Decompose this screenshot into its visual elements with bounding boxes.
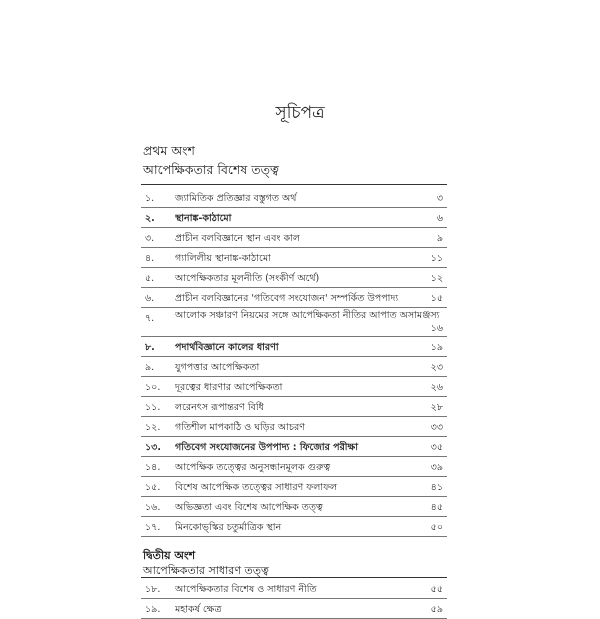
toc-row[interactable] bbox=[141, 417, 447, 437]
toc-number: ১৯. bbox=[145, 604, 161, 615]
toc-number: ৮. bbox=[145, 342, 155, 353]
toc-label: লরেনৎস রূপান্তরণ বিধি bbox=[175, 402, 264, 413]
toc-page: ৫৫ bbox=[430, 584, 443, 595]
toc-label: গতিশীল মাপকাঠি ও ঘড়ির আচরণ bbox=[175, 422, 306, 433]
toc-row[interactable] bbox=[141, 599, 447, 619]
toc-page: ৫৯ bbox=[430, 604, 443, 615]
toc-page: ৩ bbox=[436, 193, 443, 204]
toc-number: ৩. bbox=[145, 233, 155, 244]
part2-rule bbox=[141, 577, 447, 578]
toc-row[interactable] bbox=[141, 308, 447, 337]
toc-label: প্রাচীন বলবিজ্ঞানে স্থান এবং কাল bbox=[175, 233, 300, 244]
toc-page: ১৬ bbox=[430, 323, 443, 334]
toc-label: আপেক্ষিকতার মূলনীতি (সংকীর্ণ অর্থে) bbox=[175, 273, 320, 284]
toc-label: যুগপত্তার আপেক্ষিকতা bbox=[175, 362, 260, 373]
toc-number: ১০. bbox=[145, 382, 161, 393]
toc-label: বিশেষ আপেক্ষিক তত্ত্বের সাধারণ ফলাফল bbox=[175, 482, 338, 493]
toc-row[interactable] bbox=[141, 337, 447, 357]
toc-page: ৯ bbox=[436, 233, 443, 244]
toc-row[interactable] bbox=[141, 579, 447, 599]
toc-number: ১৭. bbox=[145, 522, 161, 533]
toc-number: ৯. bbox=[145, 362, 155, 373]
toc-label: মিনকোভ্‌স্কির চতুর্মাত্রিক স্থান bbox=[175, 522, 282, 533]
part1-label: প্রথম অংশ bbox=[143, 143, 195, 158]
toc-page: ৩৩ bbox=[430, 422, 443, 433]
toc-label: স্থানাঙ্ক-কাঠামো bbox=[175, 213, 232, 224]
toc-row[interactable] bbox=[141, 188, 447, 208]
toc-row[interactable] bbox=[141, 268, 447, 288]
toc-number: ১৮. bbox=[145, 584, 161, 595]
toc-label: গতিবেগ সংযোজনের উপপাদ্য : ফিজোর পরীক্ষা bbox=[175, 442, 358, 453]
toc-row[interactable] bbox=[141, 208, 447, 228]
part2-subtitle: আপেক্ষিকতার সাধারণ তত্ত্ব bbox=[143, 564, 269, 577]
toc-page: ২৬ bbox=[430, 382, 443, 393]
toc-number: ১৪. bbox=[145, 462, 161, 473]
toc-row[interactable] bbox=[141, 228, 447, 248]
toc-label: মহাকর্ষ ক্ষেত্র bbox=[175, 604, 222, 615]
toc-page: ৩৯ bbox=[430, 462, 443, 473]
toc-page: ৫০ bbox=[430, 522, 443, 533]
page-title: সূচিপত্র bbox=[275, 103, 325, 123]
part2-label: দ্বিতীয় অংশ bbox=[143, 549, 196, 562]
toc-label: জ্যামিতিক প্রতিজ্ঞার বস্তুগত অর্থ bbox=[175, 193, 297, 204]
toc-page: ৪১ bbox=[430, 482, 443, 493]
part1-rule bbox=[141, 184, 447, 185]
toc-page: ১১ bbox=[430, 253, 443, 264]
toc-number: ১২. bbox=[145, 422, 161, 433]
toc-label: আলোক সঞ্চারণ নিয়মের সঙ্গে আপেক্ষিকতা নীতির আপাত অসামঞ্জস্য bbox=[175, 310, 440, 321]
toc-page: ২৩ bbox=[430, 362, 443, 373]
toc-row[interactable] bbox=[141, 397, 447, 417]
toc-number: ৪. bbox=[145, 253, 155, 264]
toc-label: আপেক্ষিক তত্ত্বের অনুসন্ধানমূলক গুরুত্ব bbox=[175, 462, 331, 473]
toc-row[interactable] bbox=[141, 248, 447, 268]
toc-row[interactable] bbox=[141, 517, 447, 537]
toc-label: আপেক্ষিকতার বিশেষ ও সাধারণ নীতি bbox=[175, 584, 317, 595]
toc-number: ৫. bbox=[145, 273, 155, 284]
toc-page: ১৫ bbox=[430, 293, 443, 304]
toc-number: ১. bbox=[145, 193, 155, 204]
toc-label: প্রাচীন বলবিজ্ঞানের 'গতিবেগ সংযোজন' সম্পর্কিত উপপাদ্য bbox=[175, 293, 399, 304]
toc-page: ৬ bbox=[436, 213, 443, 224]
toc-number: ১১. bbox=[145, 402, 161, 413]
toc-row[interactable] bbox=[141, 497, 447, 517]
toc-row[interactable] bbox=[141, 377, 447, 397]
toc-number: ১৬. bbox=[145, 502, 161, 513]
toc-label: দূরত্বের ধারণার আপেক্ষিকতা bbox=[175, 382, 283, 393]
part1-subtitle: আপেক্ষিকতার বিশেষ তত্ত্ব bbox=[143, 162, 279, 177]
toc-row[interactable] bbox=[141, 357, 447, 377]
toc-row[interactable] bbox=[141, 288, 447, 308]
toc-page: ১৯ bbox=[430, 342, 443, 353]
toc-label: পদার্থবিজ্ঞানে কালের ধারণা bbox=[175, 342, 279, 353]
toc-number: ৬. bbox=[145, 293, 155, 304]
toc-row[interactable] bbox=[141, 477, 447, 497]
toc-number: ১৫. bbox=[145, 482, 161, 493]
toc-label: গ্যালিলীয় স্থানাঙ্ক-কাঠামো bbox=[175, 253, 271, 264]
toc-number: ১৩. bbox=[145, 442, 161, 453]
toc-label: অভিজ্ঞতা এবং বিশেষ আপেক্ষিক তত্ত্ব bbox=[175, 502, 323, 513]
toc-page: ২৮ bbox=[430, 402, 443, 413]
toc-number: ৭. bbox=[145, 313, 155, 324]
toc-page: ৪৫ bbox=[430, 502, 443, 513]
toc-number: ২. bbox=[145, 213, 155, 224]
toc-row[interactable] bbox=[141, 437, 447, 457]
toc-page: ১২ bbox=[430, 273, 443, 284]
toc-row[interactable] bbox=[141, 457, 447, 477]
toc-page: ৩৫ bbox=[430, 442, 443, 453]
